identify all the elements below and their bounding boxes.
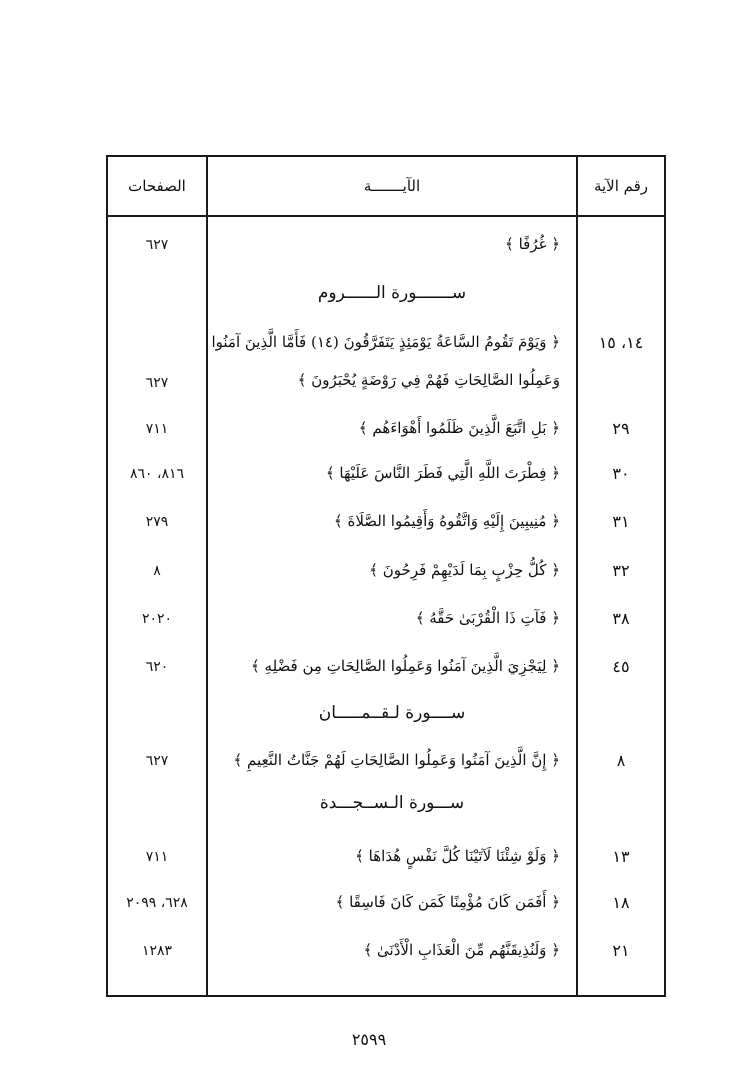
table-row-ayah: ﴿ فَآتِ ذَا الْقُرْبَىٰ حَقَّهُ ﴾: [415, 609, 560, 627]
header-ayah: الآيـــــــة: [363, 177, 421, 195]
page-number: ٢٥٩٩: [351, 1030, 387, 1049]
table-row-pages: ٦٢٨، ٢٠٩٩: [126, 895, 188, 911]
table-row-ayah: ﴿ أَفَمَن كَانَ مُؤْمِنًا كَمَن كَانَ فَاسِقًا ﴾: [335, 893, 560, 911]
table-row-pages: ٦٢٧: [145, 237, 169, 253]
table-row-pages: ٦٢٠: [145, 659, 169, 675]
table-row-pages: ٢٧٩: [145, 514, 169, 530]
table-row-pages: ٨: [153, 563, 161, 579]
table-row-number: ٣٨: [612, 609, 630, 628]
table-row-number: ٣٢: [612, 561, 630, 580]
table-row-number: ١٣: [612, 847, 630, 866]
table-row-pages: ٢٠٢٠: [141, 611, 173, 627]
table-row-number: ٣٠: [612, 464, 630, 483]
table-row-ayah-continued: وَعَمِلُوا الصَّالِحَاتِ فَهُمْ فِي رَوْضَةٍ يُحْبَرُونَ ﴾: [297, 371, 560, 389]
table-row-pages: ٧١١: [145, 849, 169, 865]
surah-heading: ســـورة الـســجـــدة: [319, 793, 465, 813]
header-divider: [108, 215, 664, 217]
table-row-ayah: ﴿ مُنِيبِينَ إِلَيْهِ وَاتَّقُوهُ وَأَقِيمُوا الصَّلَاةَ ﴾: [333, 512, 560, 530]
table-row-pages: ٦٢٧: [145, 753, 169, 769]
table-row-number: ٢٩: [612, 419, 630, 438]
surah-heading: ســـــــورة الــــــروم: [317, 283, 467, 303]
table-row-pages: ٨١٦، ٨٦٠: [129, 466, 185, 482]
table-row-ayah: ﴿ كُلُّ حِزْبٍ بِمَا لَدَيْهِمْ فَرِحُونَ ﴾: [369, 561, 560, 579]
table-row-ayah: ﴿ بَلِ اتَّبَعَ الَّذِينَ ظَلَمُوا أَهْوَاءَهُم ﴾: [358, 419, 560, 437]
header-ayah-number: رقم الآية: [593, 177, 649, 195]
table-row-ayah: ﴿ إِنَّ الَّذِينَ آمَنُوا وَعَمِلُوا الصَّالِحَاتِ لَهُمْ جَنَّاتُ النَّعِيمِ ﴾: [233, 751, 560, 769]
table-row-ayah: ﴿ وَلَوْ شِئْنَا لَآتَيْنَا كُلَّ نَفْسٍ هُدَاهَا ﴾: [355, 847, 560, 865]
table-row-number: ٢١: [612, 941, 630, 960]
table-row-pages: ٧١١: [145, 421, 169, 437]
table-row-number: ٣١: [612, 512, 630, 531]
table-row-pages: ٦٢٧: [145, 375, 169, 391]
table-row-ayah: ﴿ فِطْرَتَ اللَّهِ الَّتِي فَطَرَ النَّاسَ عَلَيْهَا ﴾: [325, 464, 560, 482]
table-row-ayah: ﴿ وَيَوْمَ تَقُومُ السَّاعَةُ يَوْمَئِذٍ يَتَفَرَّقُونَ (١٤) فَأَمَّا الَّذِينَ آمَنُوا: [211, 333, 560, 351]
surah-heading: ســــورة لـقــمـــــان: [318, 703, 466, 723]
table-row-number: ١٤، ١٥: [598, 333, 644, 352]
index-table: [106, 155, 666, 997]
table-row-number: ٤٥: [612, 657, 630, 676]
table-row-ayah: ﴿ غُرُفًا ﴾: [505, 235, 560, 253]
table-row-ayah: ﴿ وَلَنُذِيقَنَّهُم مِّنَ الْعَذَابِ الْأَدْنَىٰ ﴾: [363, 941, 560, 959]
table-row-number: ٨: [616, 751, 626, 770]
header-pages: الصفحات: [128, 177, 186, 195]
table-row-pages: ١٢٨٣: [141, 943, 173, 959]
table-row-ayah: ﴿ لِيَجْزِيَ الَّذِينَ آمَنُوا وَعَمِلُوا الصَّالِحَاتِ مِن فَضْلِهِ ﴾: [250, 657, 560, 675]
table-row-number: ١٨: [612, 893, 630, 912]
